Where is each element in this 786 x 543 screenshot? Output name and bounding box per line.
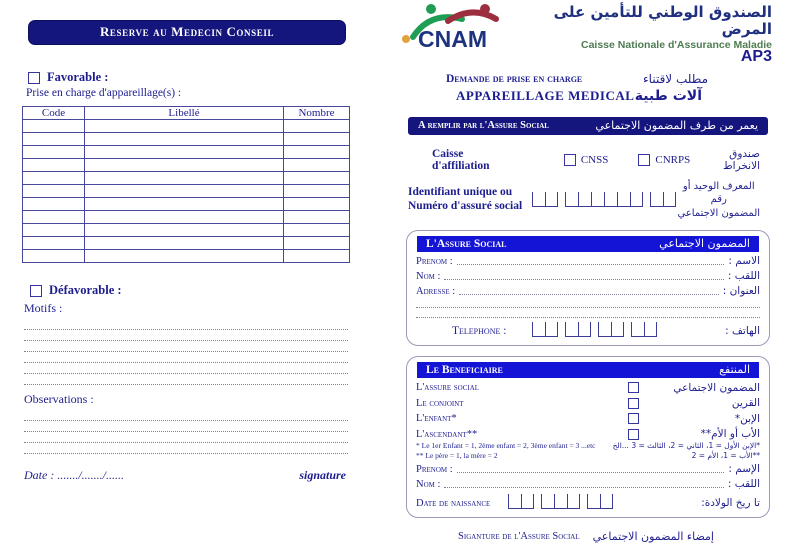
comb-cell[interactable] [644,322,657,337]
comb-cell[interactable] [630,192,643,207]
dotted-line[interactable] [24,443,348,454]
comb-cell[interactable] [578,322,591,337]
prenom-row [416,255,760,267]
nom-label: Nom : [416,271,441,282]
fill-bar-fr: A remplir par l'Assure Social [418,119,549,131]
telephone-ar: الهاتف : [725,325,760,337]
defavorable-checkbox[interactable] [30,285,42,297]
footnote-1-fr: * Le 1er Enfant = 1, 2ème enfant = 2, 3ème enfant = 3 ...etc [416,441,596,450]
table-cell[interactable] [23,250,85,263]
benef-conjoint-ar: القرين [731,397,760,410]
table-cell[interactable] [23,146,85,159]
beneficiaire-bar-ar: المنتفع [719,363,750,376]
title-line2-ar: آلات طبية [634,87,702,104]
comb-group [587,494,613,509]
favorable-checkbox[interactable] [28,72,40,84]
birthdate-comb-field [508,494,613,509]
comb-cell[interactable] [578,192,591,207]
motifs-label: Motifs : [24,301,63,315]
benef-nom-label: Nom : [416,479,441,491]
benef-enfant-row [416,412,760,426]
benef-prenom-label: Prenom : [416,464,453,476]
brand-text-block [508,4,774,66]
assure-bar-fr: L'Assure Social [426,237,507,250]
dotted-line[interactable] [24,410,348,421]
beneficiaire-box [406,356,770,518]
table-cell[interactable] [284,237,350,250]
comb-cell[interactable] [565,322,578,337]
insured-signature-row [398,530,774,543]
cnss-checkbox[interactable] [564,154,576,166]
comb-cell[interactable] [532,192,545,207]
favorable-subtitle: Prise en charge d'appareillage(s) : [26,87,182,99]
table-cell[interactable] [23,185,85,198]
footnote-1-ar: *الإبن الأول = 1، الثاني = 2، الثالث = 3 ...الخ [612,441,760,450]
adresse-field[interactable] [459,287,719,295]
dotted-line[interactable] [24,319,348,330]
table-cell[interactable] [23,120,85,133]
table-cell[interactable] [284,172,350,185]
cnrps-checkbox[interactable] [638,154,650,166]
dotted-line[interactable] [416,308,760,318]
table-row [23,198,350,211]
table-cell[interactable] [284,120,350,133]
date-signature-row [24,468,346,483]
table-cell[interactable] [23,133,85,146]
benef-nom-ar: اللقب : [727,478,760,491]
caisse-affiliation-row [432,148,760,172]
telephone-label: Telephone : [452,325,507,337]
medecin-conseil-panel [0,0,382,483]
comb-cell[interactable] [598,322,611,337]
benef-prenom-row [416,463,760,475]
comb-cell[interactable] [532,322,545,337]
identifiant-comb-field [532,192,676,207]
svg-text:CNAM: CNAM [418,26,487,50]
comb-group [508,494,534,509]
cnrps-option [638,154,690,166]
dotted-line[interactable] [24,432,348,443]
benef-nom-row [416,478,760,490]
form-title-line1 [446,72,708,86]
table-header-row [23,107,350,120]
brand-header [398,4,774,66]
comb-cell[interactable] [631,322,644,337]
col-header-libelle: Libellé [85,107,284,120]
comb-group [532,322,558,337]
footnote-2-ar: **الأب = 1، الأم = 2 [691,450,760,460]
table-row [23,146,350,159]
comb-group [565,192,643,207]
dotted-line[interactable] [24,352,348,363]
table-cell[interactable] [85,198,284,211]
cnrps-label: CNRPS [655,153,691,166]
comb-cell[interactable] [508,494,521,509]
favorable-row [28,70,382,85]
comb-cell[interactable] [611,322,624,337]
fill-bar-ar: يعمر من طرف المضمون الاجتماعي [595,118,758,132]
comb-cell[interactable] [565,192,578,207]
benef-assure-row [416,381,760,395]
cnam-logo-icon [398,4,508,50]
table-cell[interactable] [284,198,350,211]
benef-conjoint-checkbox[interactable] [628,398,639,409]
motifs-lines [24,319,348,385]
table-row [23,159,350,172]
table-cell[interactable] [85,172,284,185]
cnss-option [564,154,609,166]
appareillage-table-body [23,120,350,263]
insured-signature-ar: إمضاء المضمون الاجتماعي [592,530,714,543]
beneficiaire-bar [417,362,759,378]
form-title-line2 [456,88,702,104]
benef-assure-checkbox[interactable] [628,382,639,393]
telephone-comb-field [532,322,657,337]
table-cell[interactable] [85,237,284,250]
birthdate-row [416,494,760,509]
comb-cell[interactable] [554,494,567,509]
dotted-line[interactable] [24,341,348,352]
table-cell[interactable] [23,224,85,237]
telephone-row [416,322,760,337]
table-cell[interactable] [284,250,350,263]
benef-conjoint-label: Le conjoint [416,397,464,409]
reserve-medecin-header: Reserve au Medecin Conseil [28,20,346,45]
table-cell[interactable] [284,185,350,198]
footnote-2 [416,452,760,461]
comb-group [598,322,624,337]
table-row [23,250,350,263]
comb-cell[interactable] [567,494,580,509]
table-cell[interactable] [85,133,284,146]
comb-cell[interactable] [600,494,613,509]
cnss-label: CNSS [580,153,609,166]
insured-signature-fr: Siganture de l'Assure Social [458,531,580,543]
benef-assure-ar: المضمون الاجتماعي [673,381,760,394]
assure-bar-ar: المضمون الاجتماعي [659,237,750,250]
table-row [23,172,350,185]
nom-ar: اللقب : [727,270,760,282]
defavorable-row [30,283,382,298]
adresse-row [416,285,760,297]
appareillage-table [22,106,350,263]
caisse-affiliation-label: Caisse d'affiliation [432,147,490,172]
table-row [23,185,350,198]
comb-group [532,192,558,207]
date-field[interactable]: Date : ......./......./...... [24,468,124,482]
adresse-ar: العنوان : [722,285,760,297]
dotted-line[interactable] [24,374,348,385]
benef-prenom-ar: الإسم : [728,463,760,476]
assure-social-bar [417,236,759,252]
cnam-tagline: Caisse Nationale d'Assurance Maladie [581,38,772,51]
benef-ascendant-checkbox[interactable] [628,429,639,440]
beneficiaire-bar-fr: Le Beneficiaire [426,363,503,376]
title-line2-fr: APPAREILLAGE MEDICAL [456,87,635,103]
benef-enfant-label: L'enfant* [416,413,457,425]
benef-enfant-ar: الإبن* [734,412,760,425]
col-header-code: Code [23,107,85,120]
table-cell[interactable] [23,237,85,250]
defavorable-label: Défavorable : [49,283,122,297]
prenom-field[interactable] [457,257,725,265]
comb-cell[interactable] [650,192,663,207]
table-cell[interactable] [23,211,85,224]
benef-prenom-field[interactable] [457,465,725,473]
table-cell[interactable] [284,146,350,159]
table-row [23,211,350,224]
table-cell[interactable] [85,250,284,263]
comb-cell[interactable] [545,192,558,207]
form-code-badge: AP3 [740,47,772,65]
benef-enfant-checkbox[interactable] [628,413,639,424]
assure-social-panel [398,0,774,543]
table-row [23,237,350,250]
dotted-line[interactable] [416,298,760,308]
footnote-1 [416,442,760,451]
table-row [23,133,350,146]
identifiant-label: Identifiant unique ou Numéro d'assuré social [408,185,523,212]
benef-ascendant-ar: الأب أو الأم** [700,428,760,441]
favorable-label: Favorable : [47,70,109,84]
table-cell[interactable] [23,172,85,185]
identifiant-ar: المعرف الوحيد أو رقم المضمون الاجتماعي [677,180,761,219]
comb-cell[interactable] [521,494,534,509]
observations-lines [24,410,348,454]
birthdate-ar: تا ريخ الولادة: [701,497,760,510]
table-cell[interactable] [85,224,284,237]
comb-group [565,322,591,337]
fill-by-insured-bar [408,117,768,135]
col-header-nombre: Nombre [284,107,350,120]
comb-cell[interactable] [617,192,630,207]
prenom-ar: الاسم : [728,255,760,267]
table-cell[interactable] [284,159,350,172]
table-cell[interactable] [85,146,284,159]
table-cell[interactable] [85,120,284,133]
comb-cell[interactable] [604,192,617,207]
table-cell[interactable] [23,198,85,211]
comb-cell[interactable] [591,192,604,207]
table-cell[interactable] [85,185,284,198]
birthdate-label: Date de naissance [416,498,491,510]
footnote-2-fr: ** Le père = 1, la mère = 2 [416,450,498,460]
signature-label: signature [299,468,346,482]
benef-nom-field[interactable] [444,480,724,488]
observations-label: Observations : [24,392,94,406]
comb-cell[interactable] [541,494,554,509]
prenom-label: Prenom : [416,256,453,267]
assure-social-box [406,230,770,346]
table-cell[interactable] [85,211,284,224]
table-row [23,120,350,133]
adresse-extra-lines [416,298,760,318]
comb-group [541,494,580,509]
comb-group [650,192,676,207]
benef-ascendant-row [416,428,760,442]
adresse-label: Adresse : [416,286,456,297]
nom-field[interactable] [444,272,724,280]
benef-conjoint-row [416,397,760,411]
comb-group [631,322,657,337]
dotted-line[interactable] [24,363,348,374]
table-cell[interactable] [85,159,284,172]
cnam-arabic-name: الصندوق الوطني للتأمين على المرض [553,3,772,39]
nom-row [416,270,760,282]
table-row [23,224,350,237]
title-line1-ar: مطلب لاقتناء [643,71,708,86]
dotted-line[interactable] [24,421,348,432]
caisse-affiliation-ar: صندوق الانخراط [722,147,760,172]
table-cell[interactable] [284,133,350,146]
comb-cell[interactable] [587,494,600,509]
benef-assure-label: L'assure social [416,382,480,394]
table-cell[interactable] [284,224,350,237]
comb-cell[interactable] [663,192,676,207]
identifiant-row [408,180,762,221]
dotted-line[interactable] [24,330,348,341]
comb-cell[interactable] [545,322,558,337]
benef-ascendant-label: L'ascendant** [416,428,478,440]
table-cell[interactable] [284,211,350,224]
table-cell[interactable] [23,159,85,172]
title-line1-fr: Demande de prise en charge [446,72,583,85]
